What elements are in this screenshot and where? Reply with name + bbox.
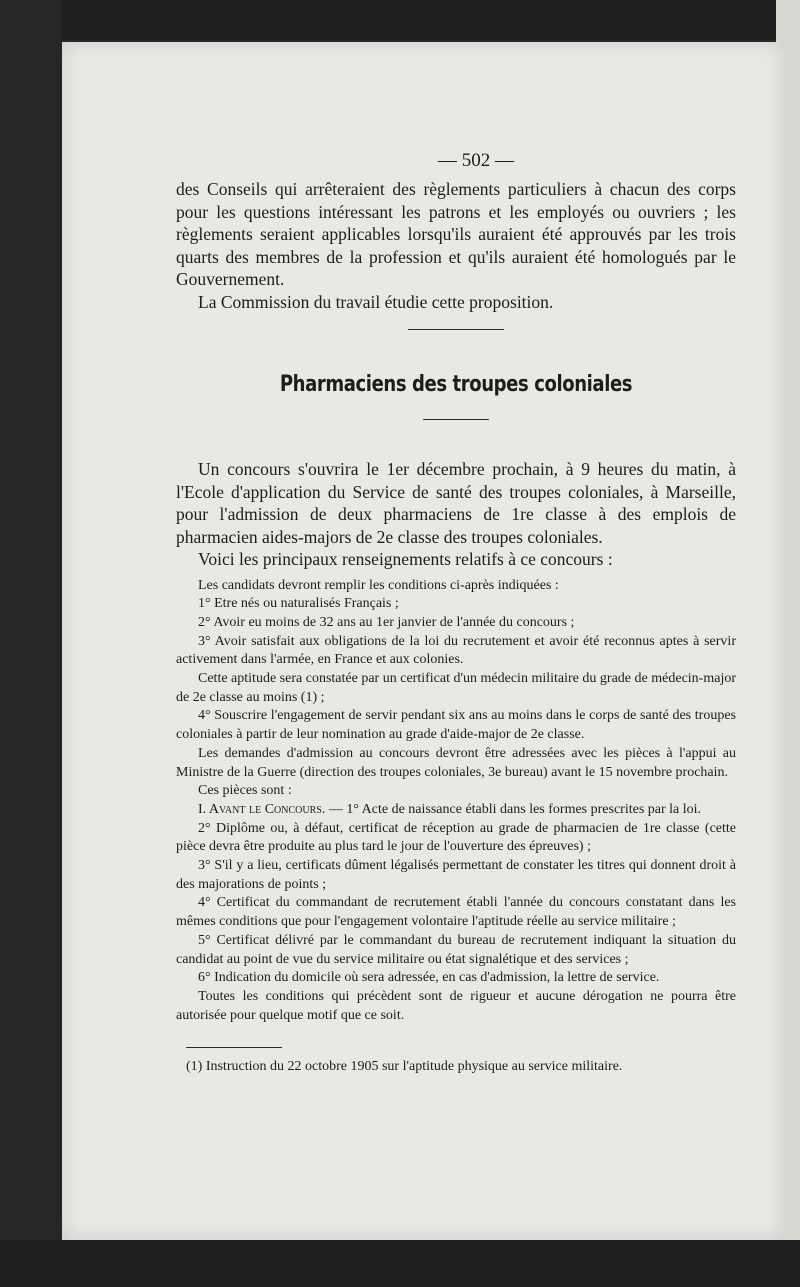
closing-statement: Toutes les conditions qui précèdent sont de rigueur et aucune dérogation ne pourra être autorisée pour quelque motif que ce soit.: [176, 988, 736, 1023]
commission-sentence: La Commission du travail étudie cette proposition.: [198, 291, 554, 312]
condition-item: 2° Avoir eu moins de 32 ans au 1er janvier de l'année du concours ;: [198, 614, 575, 630]
intro-paragraph: des Conseils qui arrêteraient des règlements particuliers à chacun des corps pour les questions intéressant les patrons et les employés ou ouvriers ; les règlements seraient applicables lorsqu'ils auraient été approuvés par les trois quarts des membres de la profession et qu'ils auraient été homologués par le Gouvernement.: [176, 179, 736, 289]
condition-item: 3° Avoir satisfait aux obligations de la loi du recrutement et avoir été reconnus aptes à servir activement dans l'armée, en France et aux colonies.: [176, 633, 736, 668]
piece-item: 5° Certificat délivré par le commandant du bureau de recrutement indiquant la situation du candidat au point de vue du service militaire ou état signalétique et des services ;: [176, 932, 736, 967]
avant-concours-text: — 1° Acte de naissance établi dans les formes prescrites par la loi.: [325, 801, 702, 817]
footnote: (1) Instruction du 22 octobre 1905 sur l'aptitude physique au service militaire.: [186, 1059, 623, 1075]
avant-concours-item: [176, 801, 736, 820]
page-content: [176, 150, 736, 1076]
piece-item: 3° S'il y a lieu, certificats dûment légalisés permettant de constater les titres qui donnent droit à des majorations de points ;: [176, 858, 736, 892]
condition-item: 4° Souscrire l'engagement de servir pendant six ans au moins dans le corps de santé des troupes coloniales à partir de leur nomination au grade d'aide-major de 2e classe.: [176, 708, 736, 743]
conditions-list: [176, 577, 736, 1026]
scan-background-bottom: [0, 1240, 800, 1287]
scan-background-top: [0, 0, 800, 40]
condition-item: 1° Etre nés ou naturalisés Français ;: [198, 596, 399, 612]
avant-concours-label: I. Avant le Concours.: [198, 801, 326, 817]
piece-item: 6° Indication du domicile où sera adressée, en cas d'admission, la lettre de service.: [198, 970, 660, 986]
condition-item: Les demandes d'admission au concours devront être adressées avec les pièces à l'appui au Ministre de la Guerre (direction des troupes coloniales, 3e bureau) avant le 15 novembre prochain.: [176, 745, 736, 780]
section-divider-bottom: [423, 419, 489, 420]
condition-item: Les candidats devront remplir les conditions ci-après indiquées :: [198, 577, 559, 593]
page-number: — 502 —: [438, 150, 514, 171]
condition-item: Ces pièces sont :: [198, 783, 292, 799]
section-divider-top: [408, 329, 504, 330]
document-page: [62, 42, 784, 1240]
scan-background-left: [0, 0, 62, 1287]
details-intro: Voici les principaux renseignements relatifs à ce concours :: [198, 549, 613, 569]
announcement-paragraph: Un concours s'ouvrira le 1er décembre prochain, à 9 heures du matin, à l'Ecole d'application du Service de santé des troupes coloniales, à Marseille, pour l'admission de deux pharmaciens de 1re classe à des emplois de pharmacien aides-majors de 2e classe des troupes coloniales.: [176, 459, 736, 547]
footnote-divider: [186, 1047, 282, 1048]
piece-item: 2° Diplôme ou, à défaut, certificat de réception au grade de pharmacien de 1re classe (cette pièce devra être produite au plus tard le jour de l'ouverture des épreuves) ;: [176, 820, 736, 855]
condition-item: Cette aptitude sera constatée par un certificat d'un médecin militaire du grade de médecin-major de 2e classe au moins (1) ;: [176, 671, 736, 705]
piece-item: 4° Certificat du commandant de recrutement établi l'année du concours constatant dans les mêmes conditions que pour l'engagement volontaire l'aptitude réelle au service militaire ;: [176, 895, 736, 930]
section-title: Pharmaciens des troupes coloniales: [279, 372, 633, 397]
